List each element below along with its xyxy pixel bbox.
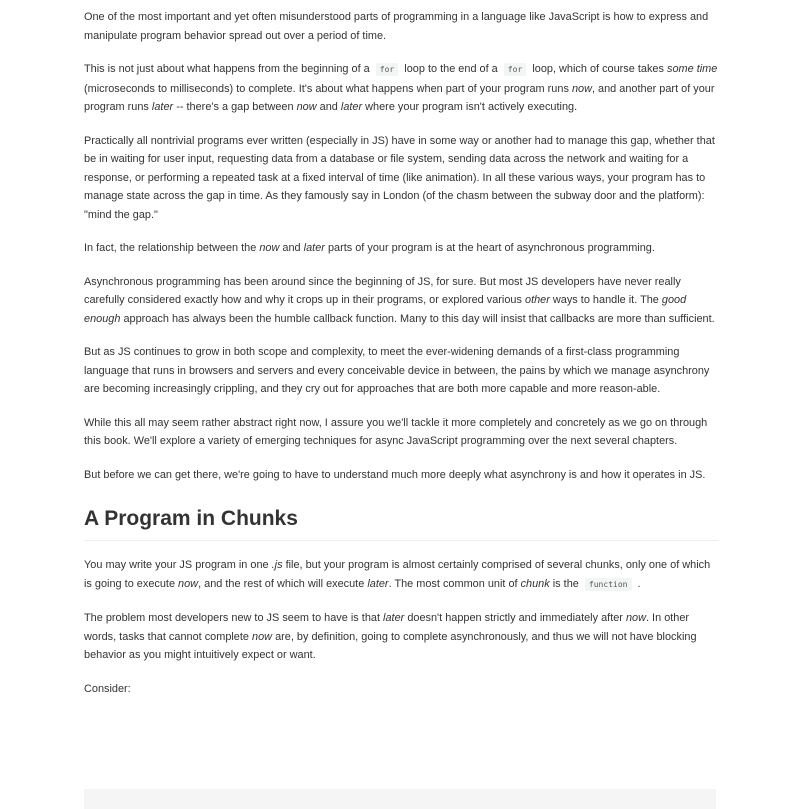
paragraph-text: ways to handle it. The [549, 294, 662, 306]
paragraph-text: But as JS continues to grow in both scope and complexity, to meet the ever-widening demands of a first-class programming language that runs in browsers and servers and every conceivable device in between, the pains by which we manage asynchrony are becoming increasingly crippling, and they cry out for approaches that are both more capable and more reason-able. [84, 346, 710, 395]
paragraph-text: loop to the end of a [401, 63, 501, 75]
emphasis: .js [271, 559, 283, 571]
paragraph-text: and [316, 101, 341, 113]
section-heading: A Program in Chunks [84, 506, 718, 541]
code-block [84, 789, 716, 809]
paragraph [84, 556, 718, 594]
paragraph-text: Asynchronous programming has been around since the beginning of JS, for sure. But most JS developers have never really carefully considered exactly how and why it crops up in their programs, or explored various [84, 275, 681, 306]
inline-code: for [376, 63, 398, 76]
paragraph-text: file, but your program is almost certainly comprised of several chunks, only one of which is going to execute [84, 559, 711, 590]
paragraph-text: approach has always been the humble callback function. Many to this day will insist that callbacks are more than sufficient. [120, 312, 715, 325]
emphasis: now [571, 82, 592, 95]
emphasis: other [525, 294, 550, 306]
paragraph-text: The problem most developers new to JS seem to have is that [84, 612, 384, 624]
paragraph [84, 414, 718, 451]
emphasis: now [252, 630, 273, 643]
paragraph-text: (microseconds to milliseconds) to complete. It's about what happens when part of your program runs [84, 82, 572, 95]
paragraph-text: -- there's a gap between [173, 101, 297, 113]
paragraph [84, 8, 718, 45]
emphasis: later [303, 242, 325, 254]
paragraph [84, 273, 718, 329]
paragraph-text: . The most common unit of [388, 577, 521, 590]
emphasis: good enough [84, 294, 687, 325]
paragraph-text: Practically all nontrivial programs ever written (especially in JS) have in some way or another had to manage this gap, whether that be in waiting for user input, requesting data from a database or file system, sending data across the network and waiting for a response, or performing a repeated task at a fixed interval of time (like animation). In all these various ways, your program has to manage state across the gap in time. As they famously say in London (of the chasm between the subway door and the platform): "mind the gap." [84, 134, 715, 221]
paragraph [84, 132, 718, 225]
emphasis: now [625, 612, 646, 624]
paragraph-text: . [634, 577, 641, 590]
paragraph-text: doesn't happen strictly and immediately after [404, 612, 626, 624]
paragraph-text: . In other words, tasks that cannot complete [84, 612, 690, 643]
emphasis: later [367, 577, 389, 590]
paragraph [84, 680, 718, 699]
paragraph-text: You may write your JS program in one [84, 559, 272, 571]
inline-code: function [585, 578, 632, 591]
paragraph [84, 343, 718, 399]
paragraph-text: and [279, 242, 304, 254]
paragraph-text: But before we can get there, we're going to have to understand much more deeply what asynchrony is and how it operates in JS. [84, 468, 706, 481]
emphasis: some time [667, 63, 718, 75]
paragraph-text: where your program isn't actively executing. [362, 101, 578, 113]
paragraph-text: , and the rest of which will execute [198, 577, 368, 590]
paragraph-text: Consider: [84, 682, 131, 695]
inline-code: for [504, 63, 526, 76]
paragraph [84, 60, 718, 117]
emphasis: now [296, 101, 317, 113]
paragraph-text: loop, which of course takes [529, 63, 667, 75]
paragraph-text: While this all may seem rather abstract right now, I assure you we'll tackle it more completely and concretely as we go on through this book. We'll explore a variety of emerging techniques for async JavaScript programming over the next several chapters. [84, 416, 708, 447]
emphasis: later [383, 612, 405, 624]
paragraph [84, 239, 718, 258]
paragraph-text: parts of your program is at the heart of asynchronous programming. [324, 242, 655, 254]
paragraph-text: In fact, the relationship between the [84, 242, 260, 254]
paragraph-text: are, by definition, going to complete asynchronously, and thus we will not have blocking behavior as you might intuitively expect or want. [84, 630, 697, 661]
paragraph-text: is the [549, 577, 582, 590]
paragraph [84, 466, 718, 485]
emphasis: now [178, 577, 199, 590]
paragraph [84, 609, 718, 665]
emphasis: now [259, 242, 280, 254]
emphasis: chunk [520, 577, 550, 590]
emphasis: later [340, 101, 363, 113]
paragraph-text: , and another part of your program runs [84, 82, 715, 113]
paragraph-text: One of the most important and yet often misunderstood parts of programming in a language like JavaScript is how to express and manipulate program behavior spread out over a period of time. [84, 11, 709, 42]
emphasis: later [151, 101, 174, 113]
paragraph-text: This is not just about what happens from the beginning of a [84, 63, 373, 75]
document-body [84, 8, 718, 713]
